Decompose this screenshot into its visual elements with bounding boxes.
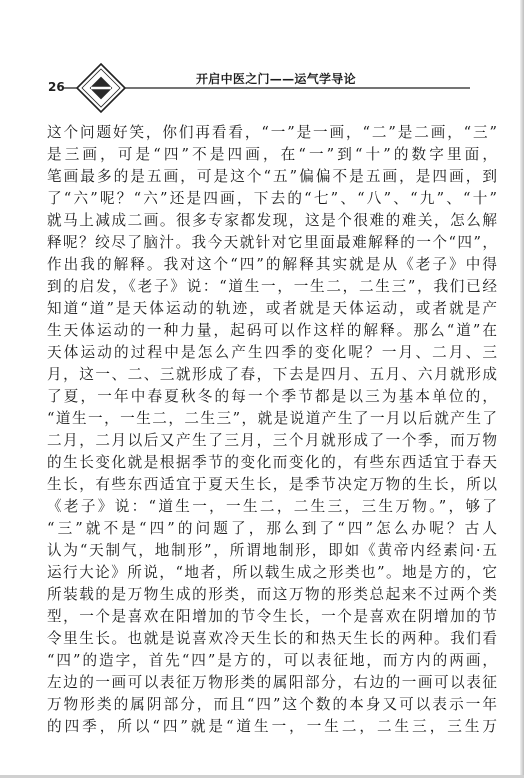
text-line: 的四季，所以“四”就是“道生一，一生二，二生三，三生万	[47, 718, 497, 735]
text-line: 月，这一、二、三就形成了春，下去是四月、五月、六月就形成	[47, 366, 497, 383]
text-line: 生长，有些东西适宜于夏天生长，是季节决定万物的生长，所以	[47, 476, 497, 493]
text-line: “三”就不是“四”的问题了，那么到了“四”怎么办呢？古人	[47, 520, 497, 537]
text-line: 了“六”呢？“六”还是四画，下去的“七”、“八”、“九”、“十”	[47, 190, 497, 207]
text-line: 就马上减成二画。很多专家都发现，这是个很难的难关，怎么解	[47, 212, 497, 229]
text-line: 到的启发，《老子》说：“道生一，一生二，二生三”，我们已经	[47, 278, 497, 295]
text-line: 知道“道”是天体运动的轨迹，或者就是天体运动，或者就是产	[47, 300, 497, 317]
text-line: 所装载的是万物生成的形类，而这万物的形类总起来不过两个类	[47, 586, 497, 603]
body-text	[47, 122, 497, 738]
page-number: 26	[48, 80, 65, 94]
text-line: 生天体运动的一种力量，起码可以作这样的解释。那么“道”在	[47, 322, 497, 339]
text-line: 的生长变化就是根据季节的变化而变化的，有些东西适宜于春天	[47, 454, 497, 471]
text-line: 认为“天制气，地制形”，所谓地制形，即如《黄帝内经素问·五	[47, 542, 497, 559]
text-line: 是三画，可是“四”不是四画，在“一”到“十”的数字里面，	[47, 146, 497, 163]
text-line: 了夏，一年中春夏秋冬的每一个季节都是以三为基本单位的，	[47, 388, 497, 405]
header-ornament	[0, 0, 524, 120]
text-line: “四”的造字，首先“四”是方的，可以表征地，而方内的两画，	[47, 652, 497, 669]
text-line: 二月，二月以后又产生了三月，三个月就形成了一个季，而万物	[47, 432, 497, 449]
text-line: 天体运动的过程中是怎么产生四季的变化呢？一月、二月、三	[47, 344, 497, 361]
text-line: 万物形类的属阴部分，而且“四”这个数的本身又可以表示一年	[47, 696, 497, 713]
page-header	[0, 0, 524, 120]
text-line: “道生一，一生二，二生三”，就是说道产生了一月以后就产生了	[47, 410, 497, 427]
page-edge-shadow	[520, 0, 524, 778]
text-line: 令里生长。也就是说喜欢冷天生长的和热天生长的两种。我们看	[47, 630, 497, 647]
text-line: 这个问题好笑，你们再看看，“一”是一画，“二”是二画，“三”	[47, 124, 497, 141]
text-line: 型，一个是喜欢在阳增加的节令生长，一个是喜欢在阴增加的节	[47, 608, 497, 625]
text-line: 《老子》说：“道生一，一生二，二生三，三生万物。”，够了	[47, 498, 497, 515]
running-title: 开启中医之门——运气学导论	[196, 72, 356, 86]
text-line: 笔画最多的是五画，可是这个“五”偏偏不是五画，是四画，到	[47, 168, 497, 185]
text-line: 释呢？绞尽了脑汁。我今天就针对它里面最难解释的一个“四”，	[47, 234, 497, 251]
text-line: 作出我的解释。我对这个“四”的解释其实就是从《老子》中得	[47, 256, 497, 273]
text-line: 左边的一画可以表征万物形类的属阳部分，右边的一画可以表征	[47, 674, 497, 691]
text-line: 运行大论》所说，“地者，所以载生成之形类也”。地是方的，它	[47, 564, 497, 581]
